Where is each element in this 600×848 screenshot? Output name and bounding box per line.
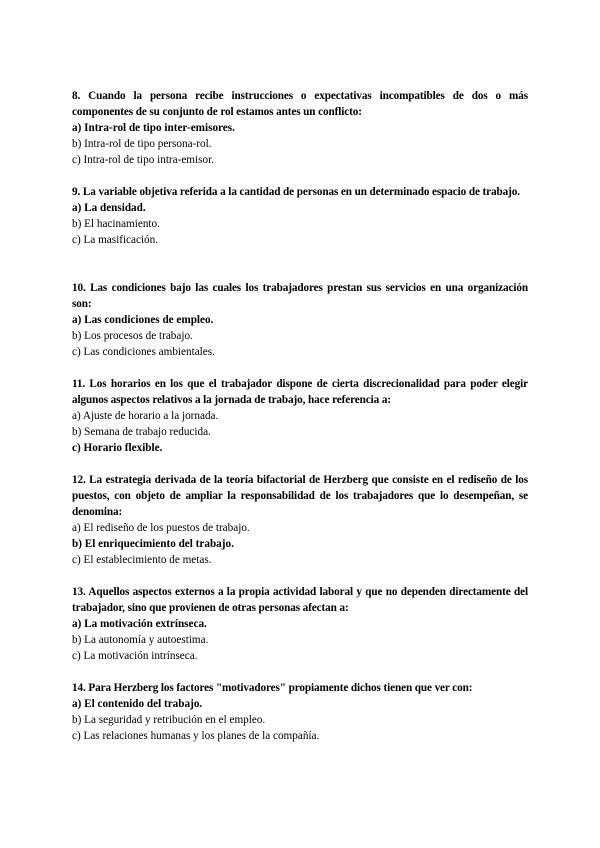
question-9: [72, 184, 528, 248]
option-b: b) Los procesos de trabajo.: [72, 330, 193, 342]
question-10: [72, 280, 528, 360]
option-c: c) El establecimiento de metas.: [72, 554, 212, 566]
option-a-correct: a) Intra-rol de tipo inter-emisores.: [72, 122, 235, 134]
option-a-correct: a) La motivación extrínseca.: [72, 618, 207, 630]
option-b: b) La seguridad y retribución en el empleo.: [72, 714, 266, 726]
option-c: c) La masificación.: [72, 234, 159, 246]
option-b: b) Intra-rol de tipo persona-rol.: [72, 138, 212, 150]
option-b: b) Semana de trabajo reducida.: [72, 426, 211, 438]
question-13: [72, 584, 528, 664]
option-b: b) El hacinamiento.: [72, 218, 160, 230]
option-c: c) Intra-rol de tipo intra-emisor.: [72, 154, 214, 166]
question-8: [72, 88, 528, 168]
question-stem: 10. Las condiciones bajo las cuales los trabajadores prestan sus servicios en una organización son:: [72, 282, 528, 310]
option-c-correct: c) Horario flexible.: [72, 442, 163, 454]
option-a-correct: a) Las condiciones de empleo.: [72, 314, 214, 326]
option-a: a) Ajuste de horario a la jornada.: [72, 410, 219, 422]
question-14: [72, 680, 528, 744]
option-c: c) La motivación intrínseca.: [72, 650, 198, 662]
option-c: c) Las condiciones ambientales.: [72, 346, 215, 358]
question-stem: 9. La variable objetiva referida a la cantidad de personas en un determinado espacio de trabajo.: [72, 186, 520, 198]
option-b-correct: b) El enriquecimiento del trabajo.: [72, 538, 234, 550]
question-stem: 11. Los horarios en los que el trabajador dispone de cierta discrecionalidad para poder elegir algunos aspectos relativos a la jornada de trabajo, hace referencia a:: [72, 378, 528, 406]
question-stem: 8. Cuando la persona recibe instrucciones o expectativas incompatibles de dos o más componentes de su conjunto de rol estamos antes un conflicto:: [72, 90, 528, 118]
option-b: b) La autonomía y autoestima.: [72, 634, 209, 646]
question-stem: 14. Para Herzberg los factores "motivadores" propiamente dichos tienen que ver con:: [72, 682, 473, 694]
option-a: a) El rediseño de los puestos de trabajo.: [72, 522, 250, 534]
option-a-correct: a) La densidad.: [72, 202, 146, 214]
question-11: [72, 376, 528, 456]
option-c: c) Las relaciones humanas y los planes de la compañía.: [72, 730, 320, 742]
option-a-correct: a) El contenido del trabajo.: [72, 698, 203, 710]
question-12: [72, 472, 528, 568]
question-stem: 13. Aquellos aspectos externos a la propia actividad laboral y que no dependen directamente del trabajador, sino que provienen de otras personas afectan a:: [72, 586, 528, 614]
question-stem: 12. La estrategia derivada de la teoría bifactorial de Herzberg que consiste en el rediseño de los puestos, con objeto de ampliar la responsabilidad de los trabajadores que lo desempeñan, se denomina:: [72, 474, 528, 518]
